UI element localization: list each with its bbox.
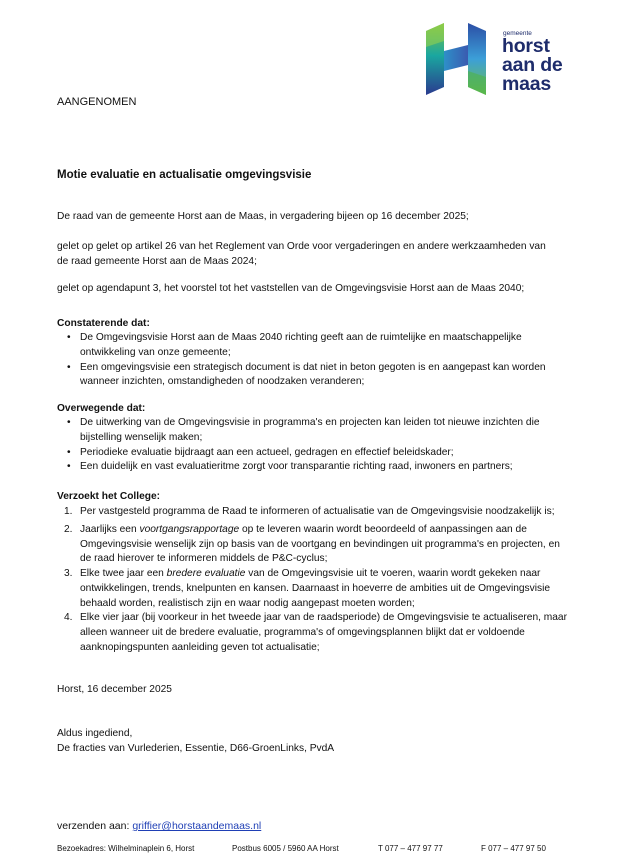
logo-wordmark: horst aan de maas (502, 35, 563, 95)
logo-subtitle: gemeente (503, 30, 532, 37)
horst-h-icon (424, 21, 499, 101)
verzoekt-list (57, 505, 572, 656)
list-item: • Een omgevingsvisie een strategisch document is dat niet in beton gegoten is en aangepast kan worden wanneer inzichten, omstandigheden of noodzaken veranderen; (57, 361, 567, 391)
intro-paragraph-1: De raad van de gemeente Horst aan de Maas, in vergadering bijeen op 16 december 2025; (57, 211, 469, 222)
email-link[interactable]: griffier@horstaandemaas.nl (132, 820, 262, 832)
signoff-line-1: Aldus ingediend, (57, 728, 133, 739)
send-to (57, 819, 261, 834)
footer-postbus: Postbus 6005 / 5960 AA Horst (232, 844, 339, 853)
footer-phone: T 077 – 477 97 77 (378, 844, 443, 853)
footer-fax: F 077 – 477 97 50 (481, 844, 546, 853)
list-item: 3. Elke twee jaar een bredere evaluatie van de Omgevingsvisie uit te voeren, waarin wordt gekeken naar ontwikkelingen, trends, knelpunten en kansen. Daarnaast in hoeverre de ambities uit de Omgevingsvisie behaald worden, realistisch zijn en waar nodig aangepast moeten worden; (64, 568, 551, 609)
list-item: 4. Elke vier jaar (bij voorkeur in het tweede jaar van de raadsperiode) de Omgevingsvisie te actualiseren, maar alleen wanneer uit de bredere evaluatie, programma's of omgevingsplannen blijkt dat er voldoende aanknopingspunten aanleiding geven tot actualisatie; (64, 612, 567, 654)
item-number: 3. (64, 568, 73, 580)
place-date: Horst, 16 december 2025 (57, 684, 172, 695)
send-to-label: verzenden aan: (57, 820, 130, 832)
overwegende-list (57, 416, 567, 475)
list-item: • De uitwerking van de Omgevingsvisie in programma's en projecten kan leiden tot nieuwe inzichten die bijstelling wenselijk maken; (57, 416, 567, 446)
item-number: 1. (64, 506, 73, 517)
status-label: AANGENOMEN (57, 96, 137, 108)
intro-paragraph-2: gelet op gelet op artikel 26 van het Reglement van Orde voor vergaderingen en andere werkzaamheden van de raad gemeente Horst aan de Maas 2024; (57, 241, 546, 267)
list-item: 2. Jaarlijks een voortgangsrapportage op te leveren waarin wordt beoordeeld of aanpassingen aan de Omgevingsvisie wenselijk zijn op basis van de voortgang en bevindingen uit programma's en projecten, en de raad hierover te informeren middels de P&C-cyclus; (64, 523, 560, 565)
constaterende-heading: Constaterende dat: (57, 318, 150, 329)
verzoekt-heading: Verzoekt het College: (57, 491, 161, 502)
list-item: • Periodieke evaluatie bijdraagt aan een actueel, gedragen en effectief beleidskader; (57, 446, 567, 461)
signoff-line-2: De fracties van Vurlederien, Essentie, D66-GroenLinks, PvdA (57, 743, 335, 754)
intro-paragraph-3: gelet op agendapunt 3, het voorstel tot het vaststellen van de Omgevingsvisie Horst aan de Maas 2040; (57, 283, 525, 294)
item-number: 2. (64, 523, 73, 535)
constaterende-list (57, 331, 567, 390)
list-item: 1. Per vastgesteld programma de Raad te informeren of actualisatie van de Omgevingsvisie noodzakelijk is; (57, 505, 572, 520)
list-item: • Een duidelijk en vast evaluatieritme zorgt voor transparantie richting raad, inwoners en partners; (57, 460, 567, 475)
footer-address: Bezoekadres: Wilhelminaplein 6, Horst (57, 844, 195, 853)
list-item: • De Omgevingsvisie Horst aan de Maas 2040 richting geeft aan de ruimtelijke en maatschappelijke ontwikkeling van onze gemeente; (57, 331, 567, 361)
overwegende-heading: Overwegende dat: (57, 403, 146, 414)
item-number: 4. (64, 612, 73, 624)
municipality-logo (424, 21, 564, 101)
page-title: Motie evaluatie en actualisatie omgevingsvisie (57, 169, 312, 181)
